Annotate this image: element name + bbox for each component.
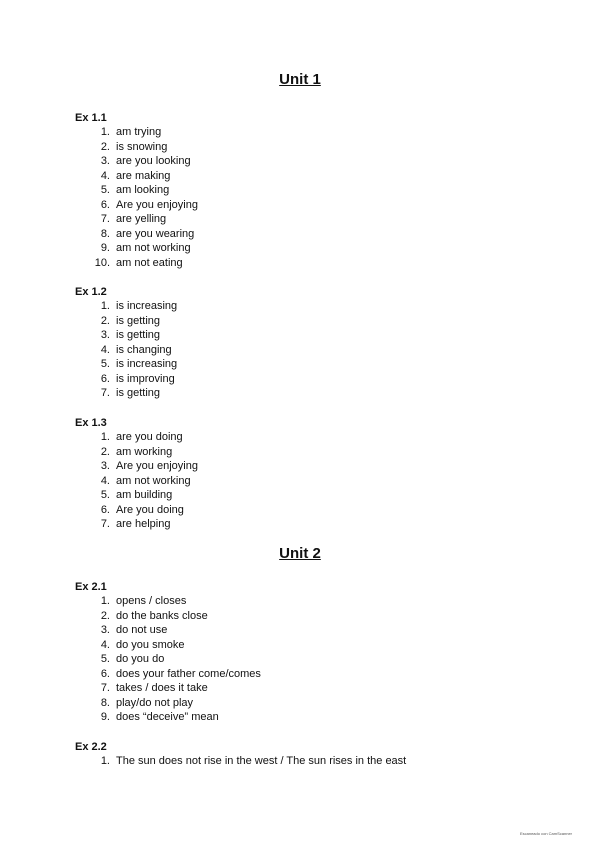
- unit-2-title: Unit 2: [279, 545, 321, 562]
- list-item: [75, 681, 575, 696]
- item-number: 1.: [100, 595, 110, 607]
- list-item: [75, 198, 575, 213]
- list-item: [75, 299, 575, 314]
- item-number: 8.: [100, 696, 110, 709]
- item-number: 3.: [100, 155, 110, 167]
- list-item: [75, 314, 575, 329]
- item-number: 1.: [100, 300, 110, 312]
- item-number: 2.: [100, 445, 110, 458]
- answer-text: am not eating: [116, 256, 183, 269]
- item-number: 3.: [100, 460, 110, 472]
- list-item: [75, 256, 575, 271]
- item-number: 2.: [100, 314, 110, 327]
- answer-text: are you wearing: [116, 227, 195, 240]
- list-item: [75, 445, 575, 460]
- answer-text: Are you enjoying: [116, 460, 198, 472]
- answer-text: are yelling: [116, 213, 167, 225]
- answer-text: am looking: [116, 184, 170, 196]
- list-item: [75, 183, 575, 198]
- answer-text: is getting: [116, 314, 161, 327]
- item-number: 9.: [100, 242, 110, 254]
- exercise-1-1: [75, 111, 575, 270]
- item-number: 5.: [100, 184, 110, 196]
- item-number: 5.: [100, 358, 110, 370]
- exercise-title: Ex 1.1: [75, 112, 107, 124]
- list-item: [75, 488, 575, 503]
- answer-text: do you do: [116, 653, 165, 665]
- answer-text: do you smoke: [116, 638, 185, 651]
- list-item: [75, 169, 575, 184]
- unit-1-title: Unit 1: [279, 71, 321, 88]
- answer-text: takes / does it take: [116, 682, 208, 694]
- answer-text: is getting: [116, 387, 161, 399]
- item-number: 4.: [100, 343, 110, 356]
- list-item: [75, 227, 575, 242]
- item-number: 5.: [100, 489, 110, 501]
- item-number: 6.: [100, 372, 110, 385]
- list-item: [75, 710, 575, 725]
- list-item: [75, 140, 575, 155]
- list-item: [75, 696, 575, 711]
- answer-text: is increasing: [116, 358, 178, 370]
- item-number: 6.: [100, 667, 110, 680]
- answer-text: am working: [116, 445, 173, 458]
- list-item: [75, 503, 575, 518]
- item-number: 8.: [100, 227, 110, 240]
- answer-text: is snowing: [116, 140, 168, 153]
- answer-text: The sun does not rise in the west / The sun rises in the east: [116, 755, 407, 767]
- answer-text: am not working: [116, 242, 191, 254]
- item-number: 6.: [100, 198, 110, 211]
- answer-text: are making: [116, 169, 171, 182]
- list-item: [75, 357, 575, 372]
- item-number: 10.: [94, 256, 110, 269]
- list-item: [75, 372, 575, 387]
- list-item: [75, 386, 575, 401]
- answer-text: Are you enjoying: [116, 198, 198, 211]
- answer-text: am building: [116, 489, 173, 501]
- answer-text: is improving: [116, 372, 175, 385]
- list-item: [75, 328, 575, 343]
- answer-text: do the banks close: [116, 609, 208, 622]
- item-number: 4.: [100, 169, 110, 182]
- item-number: 3.: [100, 624, 110, 636]
- exercise-1-2: [75, 285, 575, 401]
- answer-text: does “deceive” mean: [116, 711, 219, 723]
- item-number: 4.: [100, 474, 110, 487]
- answer-text: am not working: [116, 474, 191, 487]
- item-number: 3.: [100, 329, 110, 341]
- item-number: 7.: [100, 518, 110, 530]
- item-number: 2.: [100, 140, 110, 153]
- exercise-2-2: [75, 740, 575, 769]
- item-number: 1.: [100, 755, 110, 767]
- list-item: [75, 754, 575, 769]
- answer-list: [75, 754, 575, 769]
- list-item: [75, 459, 575, 474]
- exercise-title: Ex 2.1: [75, 581, 107, 593]
- list-item: [75, 212, 575, 227]
- answer-text: are helping: [116, 518, 171, 530]
- list-item: [75, 474, 575, 489]
- item-number: 7.: [100, 213, 110, 225]
- exercise-title: Ex 2.2: [75, 741, 107, 753]
- list-item: [75, 667, 575, 682]
- item-number: 2.: [100, 609, 110, 622]
- list-item: [75, 154, 575, 169]
- item-number: 7.: [100, 387, 110, 399]
- list-item: [75, 609, 575, 624]
- item-number: 7.: [100, 682, 110, 694]
- list-item: [75, 517, 575, 532]
- answer-text: is getting: [116, 329, 161, 341]
- item-number: 5.: [100, 653, 110, 665]
- answer-text: are you looking: [116, 155, 191, 167]
- exercise-2-1: [75, 580, 575, 725]
- list-item: [75, 623, 575, 638]
- answer-text: Are you doing: [116, 503, 184, 516]
- item-number: 1.: [100, 431, 110, 443]
- answer-text: do not use: [116, 624, 168, 636]
- list-item: [75, 594, 575, 609]
- item-number: 4.: [100, 638, 110, 651]
- exercise-title: Ex 1.2: [75, 286, 107, 298]
- scanner-watermark: Escaneado con CamScanner: [519, 831, 572, 836]
- list-item: [75, 241, 575, 256]
- list-item: [75, 652, 575, 667]
- item-number: 6.: [100, 503, 110, 516]
- list-item: [75, 430, 575, 445]
- answer-text: is changing: [116, 343, 172, 356]
- answer-text: am trying: [116, 126, 162, 138]
- answer-list: [75, 125, 575, 270]
- list-item: [75, 125, 575, 140]
- answer-text: are you doing: [116, 431, 183, 443]
- exercise-1-3: [75, 416, 575, 532]
- answer-text: play/do not play: [116, 696, 194, 709]
- list-item: [75, 343, 575, 358]
- list-item: [75, 638, 575, 653]
- answer-list: [75, 430, 575, 532]
- item-number: 1.: [100, 126, 110, 138]
- answer-text: opens / closes: [116, 595, 187, 607]
- exercise-title: Ex 1.3: [75, 417, 107, 429]
- answer-text: does your father come/comes: [116, 667, 261, 680]
- answer-list: [75, 594, 575, 725]
- item-number: 9.: [100, 711, 110, 723]
- answer-text: is increasing: [116, 300, 178, 312]
- answer-list: [75, 299, 575, 401]
